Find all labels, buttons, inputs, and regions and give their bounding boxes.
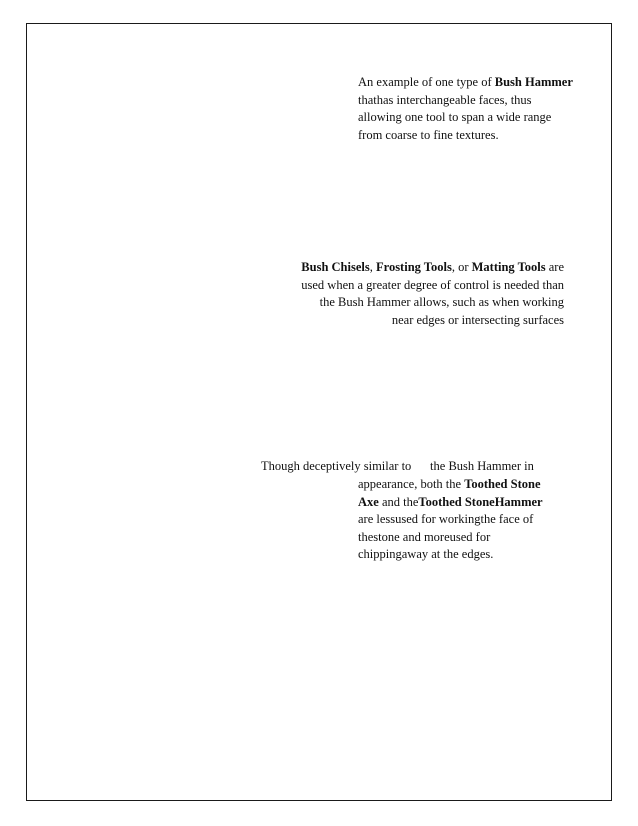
toothed-stone-hammer-term: Toothed StoneHammer: [418, 494, 543, 509]
toothed-tools-caption: appearance, both the Toothed Stone Axe and theToothed StoneHammer are lessused for workingthe face of thestone and moreused for chippingaway at the edges.: [358, 477, 543, 562]
stone-hammer-eye: [336, 558, 350, 598]
frosting-tools-term: Frosting Tools: [375, 260, 452, 274]
bush-hammer-term: Bush Hammer: [494, 75, 573, 89]
toothed-stone-axe-term: Toothed Stone Axe: [358, 477, 541, 509]
toothed-tools-caption-first-line: Though deceptively similar to the Bush Hammer in: [261, 459, 534, 473]
bush-hammer-caption: An example of one type of Bush Hammer thathas interchangeable faces, thus allowing one tool to span a wide range from coarse to fine textures.: [358, 75, 573, 142]
bush-chisels-caption: Bush Chisels, Frosting Tools, or Matting Tools are used when a greater degree of control is needed than the Bush Hammer allows, such as when working near edges or intersecting surfaces: [301, 260, 564, 327]
matting-tools-term: Matting Tools: [471, 260, 546, 274]
bush-chisels-term: Bush Chisels: [301, 260, 370, 274]
